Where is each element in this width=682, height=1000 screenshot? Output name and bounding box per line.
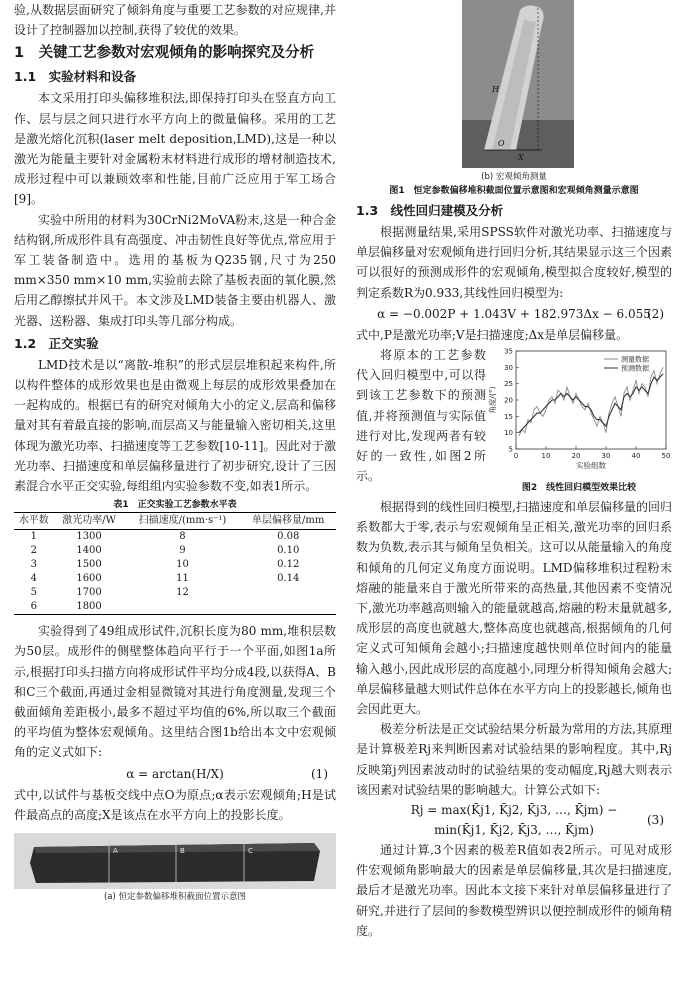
section-1-3-title: 1.3 线性回归建模及分析 — [356, 203, 504, 218]
figure-2-side-text — [356, 345, 486, 495]
table-header-cell: 激光功率/W — [54, 513, 125, 530]
table-row — [14, 572, 336, 586]
legend-label-2: 预测数据 — [621, 364, 649, 373]
figure-1b-svg — [462, 0, 574, 168]
table-cell — [240, 600, 336, 615]
figure-1b-label-x: X — [518, 153, 524, 162]
paragraph-eq1-explain: 式中,以试件与基板交线中点O为原点;α表示宏观倾角;H是试件最高点的高度;X是该点在水平方向上的投影长度。 — [14, 787, 336, 822]
section-1-1-title: 1.1 实验材料和设备 — [14, 69, 137, 85]
table-cell: 2 — [30, 545, 37, 557]
figure-1b-caption: (b) 宏观倾角测量 — [481, 172, 547, 182]
table-cell: 8 — [179, 531, 186, 543]
table-cell: 1300 — [76, 531, 102, 543]
paragraph-prediction: 将原本的工艺参数代入回归模型中,可以得到该工艺参数下的预测值,并将预测值与实际值进行对比,发现两者有较好的一致性,如图2所示。 — [356, 348, 486, 484]
y-tick-label: 5 — [508, 445, 513, 454]
table-cell: 5 — [30, 587, 37, 599]
equation-1-number: (1) — [311, 766, 328, 781]
paragraph-analysis: 根据得到的线性回归模型,扫描速度和单层偏移量的回归系数都大于零,表示与宏观倾角呈正相关,激光功率的回归系数为负数,表示其与倾角呈负相关。这可以从能量输入的角度和倾角的几何定义角度方面说明。LMD偏移堆积过程粉末熔融的能量来自于激光所带来的高热量,其他因素不变情况下,激光功率越高则输入的能量就越高,熔融的粉末量就越多,成形层的高度也就越大,整体高度也就越高,根据倾角的几何定义式可知倾角会越小;扫描速度越快则单位时间内的能量输入越小,因此成形层的高度越小,同理分析得知倾角会越大;单层偏移量越大则试件总体在水平方向上的投影越长,倾角也会因此更大。 — [356, 500, 672, 717]
y-tick-label: 35 — [504, 347, 513, 356]
table-cell — [240, 586, 336, 600]
section-label-a: A — [113, 847, 118, 856]
table-1 — [14, 512, 336, 615]
equation-3-number: (3) — [647, 813, 664, 828]
table-row — [14, 600, 336, 615]
paragraph-method: 本文采用打印头偏移堆积法,即保持打印头在竖直方向工作、层与层之间只进行水平方向上的微量偏移。采用的工艺是激光熔化沉积(laser melt deposition,LMD),这是一种以激光为能量主要针对金属粉末材料进行成形的增材制造技术,成形过程中可以兼顾效率和性能,目前广泛应用于军工场合[9]。 — [14, 91, 336, 207]
chart-svg — [486, 345, 672, 477]
figure-2-caption: 图2 线性回归模型效果比较 — [521, 483, 637, 494]
paragraph-range: 极差分析法是正交试验结果分析最为常用的方法,其原理是计算极差Rj来判断因素对试验结果的影响程度。其中,Rj反映第j列因素波动时的试验结果的变动幅度,Rj越大则表示该因素对试验结果的影响越大。计算公式如下: — [356, 722, 672, 797]
right-column — [356, 0, 672, 941]
section-label-c: C — [248, 847, 253, 856]
figure-1a-image — [14, 833, 336, 889]
series-line-1 — [519, 367, 663, 436]
table-cell: 1400 — [76, 545, 102, 557]
equation-2 — [356, 303, 672, 325]
figure-2-wrap — [356, 345, 672, 495]
y-tick-label: 30 — [504, 363, 513, 372]
table-header-cell: 水平数 — [14, 513, 54, 530]
table-cell: 0.10 — [277, 545, 300, 557]
equation-3-line-1: Rj = max(K̄j1, K̄j2, K̄j3, …, K̄jm) − — [410, 803, 618, 818]
equation-1-body: α = arctan(H/X) — [126, 766, 224, 781]
table-cell: 1700 — [76, 587, 102, 599]
table-row — [14, 558, 336, 572]
y-tick-label: 20 — [504, 396, 513, 405]
table-row — [14, 586, 336, 600]
table-body — [14, 530, 336, 615]
figure-2 — [486, 345, 672, 495]
x-tick-label: 10 — [541, 452, 551, 461]
paragraph-conclusion: 通过计算,3个因素的极差R值如表2所示。可见对成形件宏观倾角影响最大的因素是单层偏移量,其次是扫描速度,最后才是激光功率。因此本文接下来针对单层偏移量进行了研究,并进行了层间的参数模型辨识以便控制成形件的倾角精度。 — [356, 843, 672, 938]
table-1-caption: 表1 正交实验工艺参数水平表 — [113, 500, 237, 511]
figure-1b-image — [462, 0, 574, 168]
paragraph-samples: 实验得到了49组成形试件,沉积长度为80 mm,堆积层数为50层。成形件的侧壁整体趋向平行于一个平面,如图1a所示,根据打印头扫描方向将成形试件平均分成4段,以获得A、B和C三个截面,再通过金相显微镜对其进行角度测量,发现三个截面倾角差距极小,最多不超过平均值的6%,所以取三个截面的平均值为整体宏观倾角。这里结合图1b给出本文中宏观倾角的定义式如下: — [14, 624, 336, 760]
table-cell: 12 — [176, 587, 189, 599]
paragraph-material: 实验中所用的材料为30CrNi2MoVA粉末,这是一种合金结构钢,所成形件具有高强度、冲击韧性良好等优点,常应用于军工装备制造中。选用的基板为Q235钢,尺寸为250 mm×350 mm×10 mm,实验前去除了基板表面的氧化膜,然后用乙醇擦拭并风干。本文涉及LMD装备主要由机器人、激光器、送粉器、集成打印头等几部分构成。 — [14, 212, 336, 328]
table-cell: 6 — [14, 600, 54, 615]
equation-2-number: (2) — [647, 306, 664, 321]
table-header-row — [14, 513, 336, 530]
x-tick-label: 40 — [631, 452, 641, 461]
table-cell: 1800 — [54, 600, 125, 615]
legend-label-1: 测量数据 — [621, 355, 649, 364]
table-cell: 4 — [30, 573, 37, 585]
section-1-2-title: 1.2 正交实验 — [14, 335, 99, 351]
table-row — [14, 530, 336, 545]
figure-1b-label-o: O — [498, 139, 505, 148]
x-tick-label: 30 — [601, 452, 611, 461]
equation-1 — [14, 763, 336, 785]
table-cell: 1 — [30, 531, 37, 543]
table-cell: 10 — [176, 559, 189, 571]
table-cell: 11 — [176, 573, 189, 585]
table-header-cell: 单层偏移量/mm — [240, 513, 336, 530]
table-cell: 3 — [30, 559, 37, 571]
table-cell: 0.08 — [277, 531, 300, 543]
intro-tail-paragraph: 验,从数据层面研究了倾斜角度与重要工艺参数的对应规律,并设计了控制器加以控制,获得了较优的效果。 — [14, 3, 336, 38]
equation-2-body: α = −0.002P + 1.043V + 182.973Δx − 6.055 — [377, 306, 651, 321]
table-row — [14, 544, 336, 558]
y-tick-label: 10 — [504, 429, 513, 438]
table-cell: 1500 — [76, 559, 102, 571]
x-axis-label: 实验组数 — [576, 461, 606, 471]
left-column — [14, 0, 336, 903]
table-cell: 1600 — [76, 573, 102, 585]
y-tick-label: 15 — [504, 412, 513, 421]
table-cell: 9 — [179, 545, 186, 557]
x-tick-label: 20 — [571, 452, 581, 461]
table-cell: 0.12 — [277, 559, 300, 571]
table-header-cell: 扫描速度/(mm·s⁻¹) — [125, 513, 241, 530]
paragraph-orthogonal: LMD技术是以“离散-堆积”的形式层层堆积起来构件,所以构件整体的成形效果也是由微观上每层的成形效果叠加在一起构成的。根据已有的研究对倾角大小的定义,层高和偏移量对其有着最直接的影响,而层高又与能量输入密切相关,这里体现为激光功率、扫描速度等工艺参数[10-11]。因此对于激光功率、扫描速度和单层偏移量进行了初步研究,设计了三因素混合水平正交实验,每组组内实验参数不变,如表1所示。 — [14, 357, 336, 494]
x-tick-label: 50 — [661, 452, 671, 461]
x-tick-label: 0 — [513, 452, 519, 461]
paragraph-regression: 根据测量结果,采用SPSS软件对激光功率、扫描速度与单层偏移量对宏观倾角进行回归分析,其结果显示这三个因素可以很好的预测成形件的宏观倾角,模型拟合度较好,模型的判定系数R为0.933,其线性回归模型为: — [356, 225, 672, 300]
y-tick-label: 25 — [504, 380, 513, 389]
equation-3 — [356, 800, 672, 840]
figure-1-caption: 图1 恒定参数偏移堆积截面位置示意图和宏观倾角测量示意图 — [389, 186, 639, 196]
figure-1a-svg — [14, 833, 336, 889]
paragraph-eq2-explain: 式中,P是激光功率;V是扫描速度;Δx是单层偏移量。 — [356, 327, 629, 342]
y-axis-label: 角度/(°) — [488, 386, 497, 414]
figure-1a-caption: (a) 恒定参数偏移堆积截面位置示意图 — [103, 892, 247, 903]
series-line-2 — [519, 374, 663, 433]
section-label-b: B — [180, 847, 185, 856]
section-1-title: 1 关键工艺参数对宏观倾角的影响探究及分析 — [14, 45, 315, 62]
table-cell — [125, 600, 241, 615]
figure-1b-label-h: H — [492, 85, 499, 94]
table-cell: 0.14 — [277, 573, 300, 585]
equation-3-line-2: min(K̄j1, K̄j2, K̄j3, …, K̄jm) — [434, 823, 594, 838]
